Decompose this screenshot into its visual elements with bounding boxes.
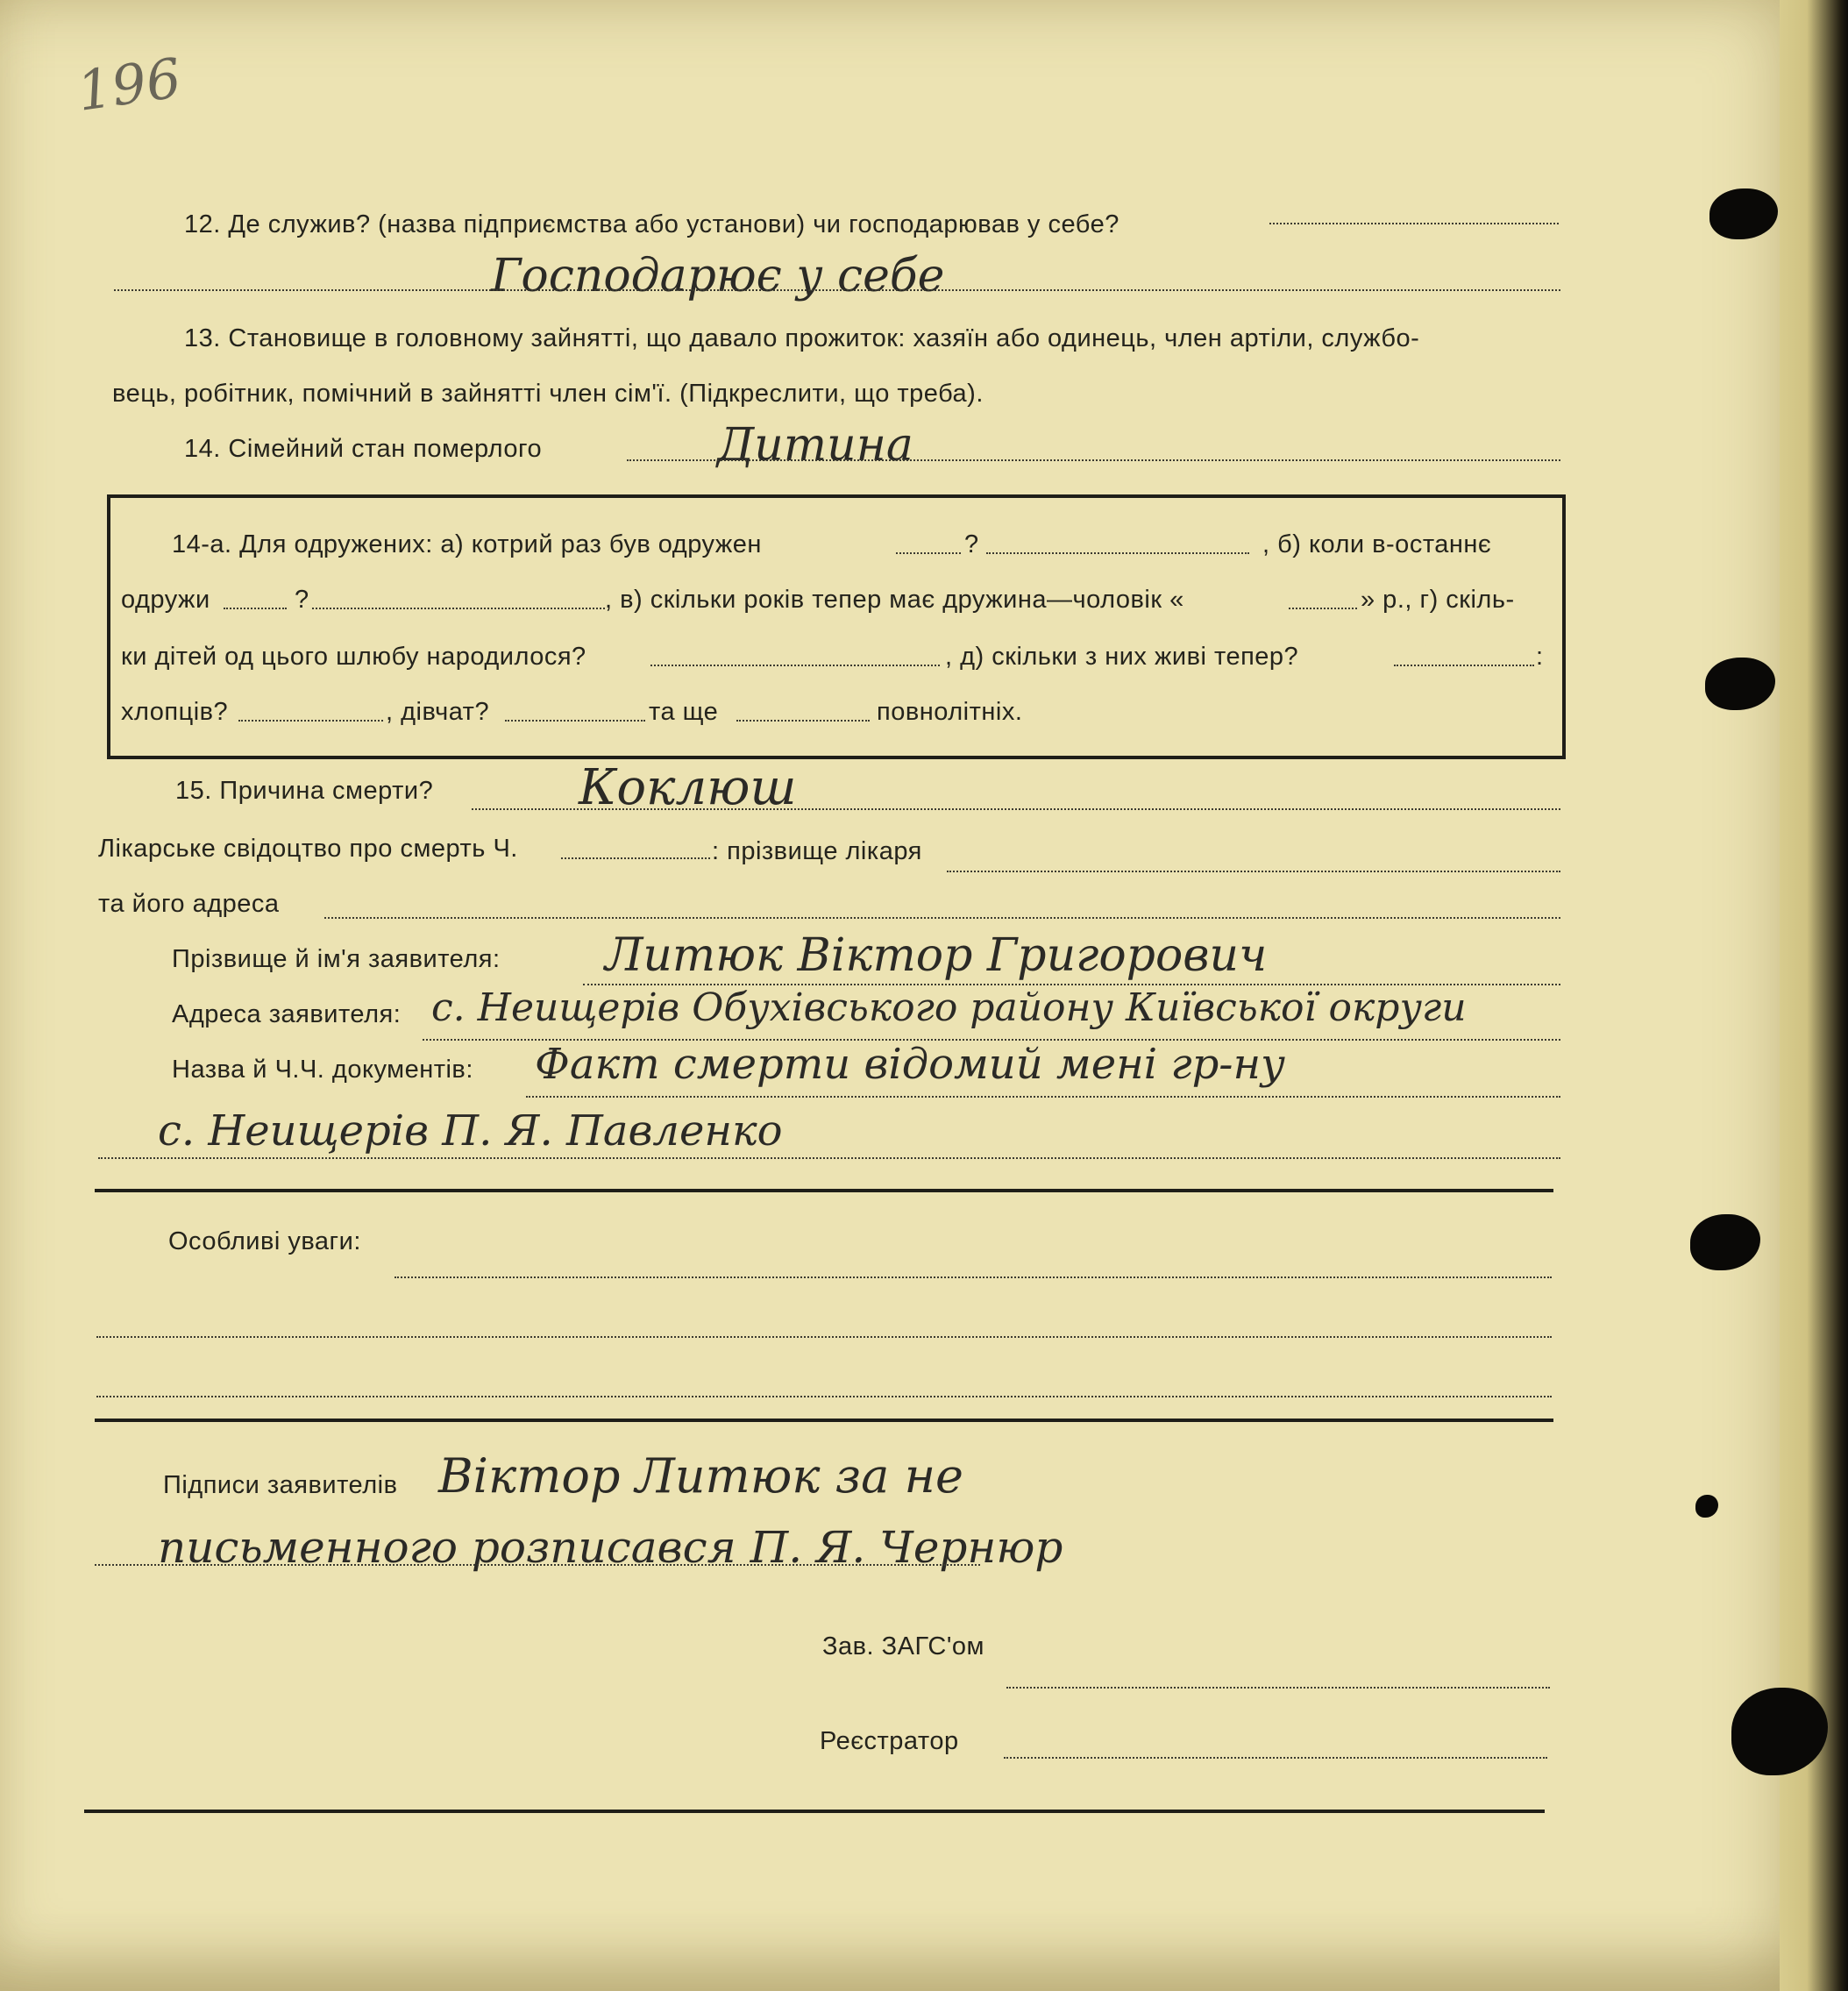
q14-label: 14. Сімейний стан померлого [184,435,543,463]
q14a-line3-c: : [1536,643,1544,671]
q14a-line4-a: хлопців? [121,698,229,726]
signatures-value-2: письменного розписався П. Я. Чернюр [158,1522,1063,1573]
q14a-line1-field2 [986,552,1249,554]
doctor-name-label: : прізвище лікаря [712,837,922,865]
remarks-line-2 [96,1336,1552,1338]
q14a-line2-b: , в) скільки років тепер має дружина—чоловік « [605,586,1184,614]
signatures-label: Підписи заявителів [163,1471,398,1499]
q14a-line2-c: » р., г) скіль- [1361,586,1515,614]
q14a-line3-a: ки дітей од цього шлюбу народилося? [121,643,586,671]
documents-value-2: с. Неищерів П. Я. Павленко [158,1106,783,1155]
registrar-line [1004,1757,1547,1759]
q14a-line3-field2 [1394,665,1534,666]
doctor-address-line [324,917,1560,919]
applicant-name-value: Литюк Віктор Григорович [605,929,1268,982]
documents-value-1: Факт смерти відомий мені гр-ну [535,1040,1285,1089]
applicant-name-label: Прізвище й ім'я заявителя: [172,945,501,973]
documents-label: Назва й Ч.Ч. документів: [172,1056,473,1084]
remarks-label: Особливі уваги: [168,1227,361,1255]
q14a-line1-field1 [896,552,961,554]
documents-line-1 [526,1096,1560,1098]
q14a-line2-field3 [1289,608,1357,609]
signatures-value-1: Віктор Литюк за не [438,1448,963,1504]
q14a-line4-field2 [505,720,645,722]
applicant-address-label: Адреса заявителя: [172,1000,402,1028]
section-rule [95,1419,1553,1422]
q14a-line2-field1 [224,608,287,609]
signatures-line [95,1564,980,1566]
registrar-label: Реєстратор [820,1727,959,1755]
bottom-rule [84,1810,1545,1813]
page-number: 196 [73,46,185,124]
q13-line2: вець, робітник, помічний в зайнятті член сім'ї. (Підкреслити, що треба). [112,380,984,408]
q14-line [627,459,1560,461]
q15-answer: Коклюш [579,759,797,816]
q14a-line1-b: , б) коли в-останнє [1262,530,1492,558]
q14a-line1-qmark: ? [964,530,979,558]
q14a-line2-a: одружи [121,586,210,614]
death-certificate-line [561,857,710,859]
remarks-line-3 [96,1396,1552,1397]
remarks-line-1 [394,1276,1552,1278]
q15-line [472,808,1560,810]
q14a-line4-d: повнолітніх. [877,698,1023,726]
applicant-address-value: с. Неищерів Обухівського району Київської округи [431,985,1467,1030]
q13-line1: 13. Становище в головному зайнятті, що давало прожиток: хазяїн або одинець, член артіли, службо- [184,324,1420,352]
q14a-line4-field3 [736,720,870,722]
documents-line-2 [98,1157,1560,1159]
q12-line [1269,223,1559,224]
doctor-name-line [947,871,1560,872]
q14a-line4-b: , дівчат? [386,698,490,726]
q14a-line3-b: , д) скільки з них живі тепер? [945,643,1299,671]
death-certificate-label: Лікарське свідоцтво про смерть Ч. [98,835,518,863]
q12-answer-line [114,289,1560,291]
q12-answer: Господарює у себе [491,250,945,302]
q15-label: 15. Причина смерти? [175,777,434,805]
doctor-address-label: та його адреса [98,890,280,918]
q14a-line2-field2 [312,608,605,609]
section-rule [95,1189,1553,1192]
q14-answer: Дитина [717,419,913,472]
q14a-line1-a: 14-а. Для одружених: а) котрий раз був одружен [172,530,762,558]
registry-head-label: Зав. ЗАГС'ом [822,1632,984,1660]
registry-head-line [1006,1687,1550,1689]
q12-label: 12. Де служив? (назва підприємства або установи) чи господарював у себе? [184,210,1119,238]
q14a-line4-field1 [238,720,383,722]
q14a-line3-field1 [650,665,940,666]
q14a-line4-c: та ще [649,698,719,726]
q14a-line2-qmark: ? [295,586,309,614]
